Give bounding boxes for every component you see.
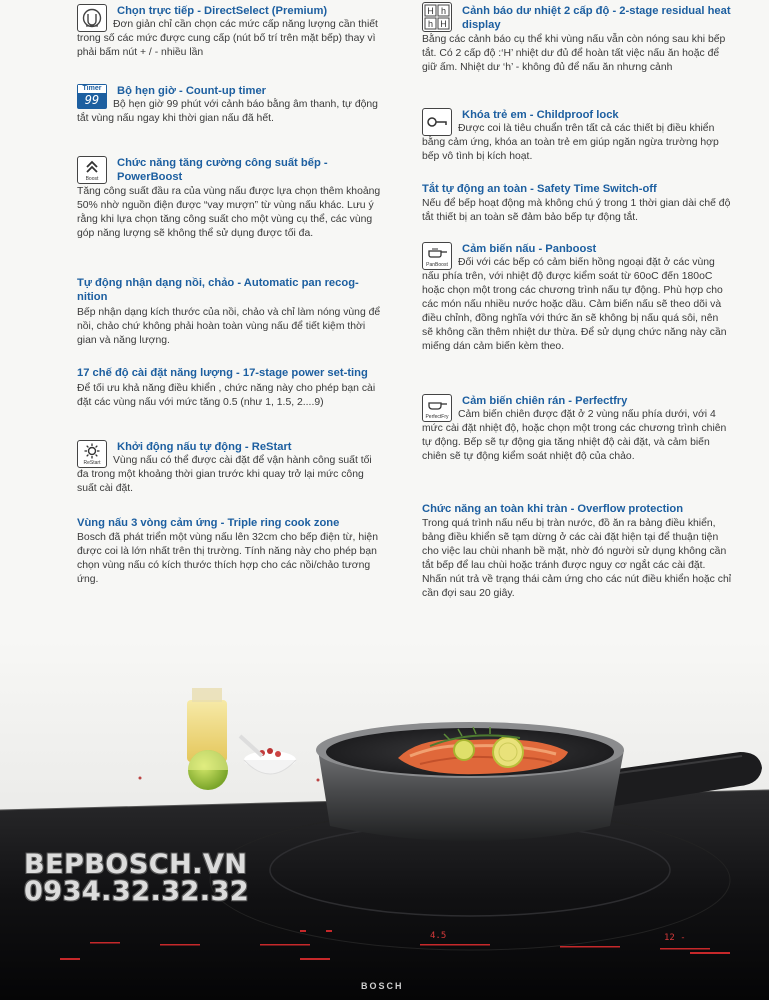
feature-title: Cảm biến nấu - Panboost [462, 243, 597, 255]
feature-panboost [422, 242, 732, 354]
feature-body: Đơn giản chỉ cần chọn các mức cấp năng lượng cần thiết trong số các mức được cung cấp (nút bố trí trên mặt bếp) thay vì phải bấm nút + / - nhiều lần [77, 19, 378, 58]
feature-body: Được coi là tiêu chuẩn trên tất cả các thiết bị điều khiển bằng cảm ứng, khóa an toàn trẻ em giúp ngăn ngừa trường hợp bếp vô tình bị kích hoạt. [422, 123, 719, 162]
feature-safety-switch-off [422, 182, 732, 225]
svg-text:h: h [427, 19, 434, 29]
svg-text:H: H [440, 19, 447, 29]
cooktop-photo-illustration [0, 640, 769, 1000]
feature-body: Nếu để bếp hoạt động mà không chú ý trong 1 thời gian dài chế độ tắt thiết bị an toàn sẽ đảm bảo bếp tự động tắt. [422, 198, 731, 223]
timer-icon: Timer 99 [77, 84, 107, 109]
feature-title: Chức năng an toàn khi tràn - Overflow protection [422, 503, 684, 515]
lock-icon [422, 108, 452, 136]
feature-childproof-lock [422, 108, 732, 164]
feature-title: Khởi động nấu tự động - ReStart [117, 441, 292, 453]
feature-title: Chức năng tăng cường công suất bếp - PowerBoost [117, 157, 328, 183]
feature-title: Tắt tự động an toàn - Safety Time Switch-off [422, 183, 657, 195]
watermark-phone: 0934.32.32.32 [24, 876, 250, 907]
feature-body: Tăng công suất đầu ra của vùng nấu được lựa chọn thêm khoảng 50% nhờ nguồn điện được “vay mượn” từ vùng nấu khác. Lưu ý rằng khi lựa chọn tăng công suất cho một vùng cụ thể, các vùng góp năng lượng sẽ không thể sử dụng được tối đa. [77, 186, 381, 239]
feature-title: Vùng nấu 3 vòng cảm ứng - Triple ring cook zone [77, 517, 340, 529]
feature-residual-heat [422, 4, 732, 75]
feature-title: Chọn trực tiếp - DirectSelect (Premium) [117, 5, 328, 17]
feature-title: Cảm biến chiên rán - Perfectfry [462, 395, 628, 407]
feature-title: 17 chế độ cài đặt năng lượng - 17-stage power set-ting [77, 367, 368, 379]
restart-icon: ReStart [77, 440, 107, 468]
cooktop-photo [0, 640, 769, 1000]
feature-pan-recognition [77, 276, 382, 348]
feature-triple-ring [77, 516, 382, 587]
brand-logo: BOSCH [361, 981, 404, 991]
feature-body: Để tối ưu khả năng điều khiển , chức năng này cho phép bạn cài đặt các vùng nấu với mức tăng 0.5 (như 1, 1.5, 2....9) [77, 383, 376, 408]
feature-body: Vùng nấu có thể được cài đặt để vận hành công suất tối đa trong một khoảng thời gian trước khi quay trở lại mức công suất cài đặt. [77, 455, 372, 494]
svg-text:H: H [427, 6, 434, 16]
feature-body: Đối với các bếp có cảm biến hồng ngoại đặt ở các vùng nấu phía trên, với nhiệt độ được kiểm soát từ 60oC đến 180oC hoặc chọn một trong các chương trình nấu tự động. Phù hợp cho các món nấu nhiều nước hoặc dầu. Cảm biến nấu sẽ theo dõi và điều chỉnh, đồng nghĩa với thức ăn sẽ không bị nấu quá sôi, nên sẽ không cần thêm nhiệt dư thừa. Để sử dụng chức năng này cần miếng dán cảm biến kèm theo. [422, 257, 727, 352]
residual-heat-icon [422, 2, 452, 32]
feature-directselect [77, 4, 382, 60]
boost-icon: Boost [77, 156, 107, 184]
feature-title: Khóa trẻ em - Childproof lock [462, 109, 619, 121]
panboost-icon: PanBoost [422, 242, 452, 270]
feature-body: Bosch đã phát triển một vùng nấu lên 32cm cho bếp điện từ, hiện được coi là lớn nhất trên thị trường. Tính năng này cho phép bạn chọn vùng nấu có kích thước thích hợp cho các nồi/chảo tương ứng. [77, 532, 378, 585]
feature-count-up-timer [77, 84, 382, 126]
display-left: 4.5 [430, 931, 447, 941]
perfectfry-icon: PerfectFry [422, 394, 452, 422]
display-right: 12 - [664, 933, 686, 943]
feature-17-stage-power [77, 366, 382, 410]
feature-overflow-protection [422, 502, 732, 601]
feature-body: Trong quá trình nấu nếu bị tràn nước, đồ ăn ra bảng điều khiển, bảng điều khiển sẽ tạm dừng ở các cài đặt hiện tại để thuận tiện cho việc lau chùi nhanh bề mặt, nhờ đó người sử dụng không cần tắt bếp để lau chùi hoặc tránh được nguy cơ ngắt các cài đặt. Nhấn nút trả về trạng thái cảm ứng cho các nút điều khiển hoặc chỉ cần đợi sau 20 giây. [422, 518, 732, 599]
directselect-icon [77, 4, 107, 32]
feature-body: Bộ hẹn giờ 99 phút với cảnh báo bằng âm thanh, tự động tắt vùng nấu ngay khi thời gian nấu đã hết. [77, 99, 378, 124]
feature-title: Cảnh báo dư nhiệt 2 cấp độ - 2-stage residual heat display [462, 5, 731, 31]
feature-powerboost [77, 156, 382, 241]
feature-perfectfry [422, 394, 732, 464]
feature-body: Bếp nhận dạng kích thước của nồi, chảo và chỉ làm nóng vùng để nồi, chảo chứ không phải hoàn toàn vùng nấu để tiết kiệm thời gian và năng lượng. [77, 307, 381, 346]
feature-body: Cảm biến chiên được đặt ở 2 vùng nấu phía dưới, với 4 mức cài đặt nhiệt độ, hoặc chọn một trong các chương trình chiên tự động. Bếp sẽ tự động gia tăng nhiệt độ cài đặt, và cảm biến chiên sẽ tự động kiểm soát nhiệt độ của chảo. [422, 409, 727, 462]
feature-body: Bằng các cảnh báo cụ thể khi vùng nấu vẫn còn nóng sau khi bếp tắt. Có 2 cấp độ :‘H’ nhiệt dư đủ để hoàn tất việc nấu ăn hoặc để giữ ấm. Nhiệt dư ‘h’ - không đủ để nấu ăn nhưng cảnh [422, 34, 726, 73]
svg-text:h: h [440, 6, 447, 16]
feature-restart [77, 440, 382, 496]
watermark-site: BEPBOSCH.VN [24, 849, 248, 880]
feature-title: Bộ hẹn giờ - Count-up timer [117, 85, 267, 97]
feature-title: Tự động nhận dạng nồi, chảo - Automatic pan recog-nition [77, 277, 359, 303]
